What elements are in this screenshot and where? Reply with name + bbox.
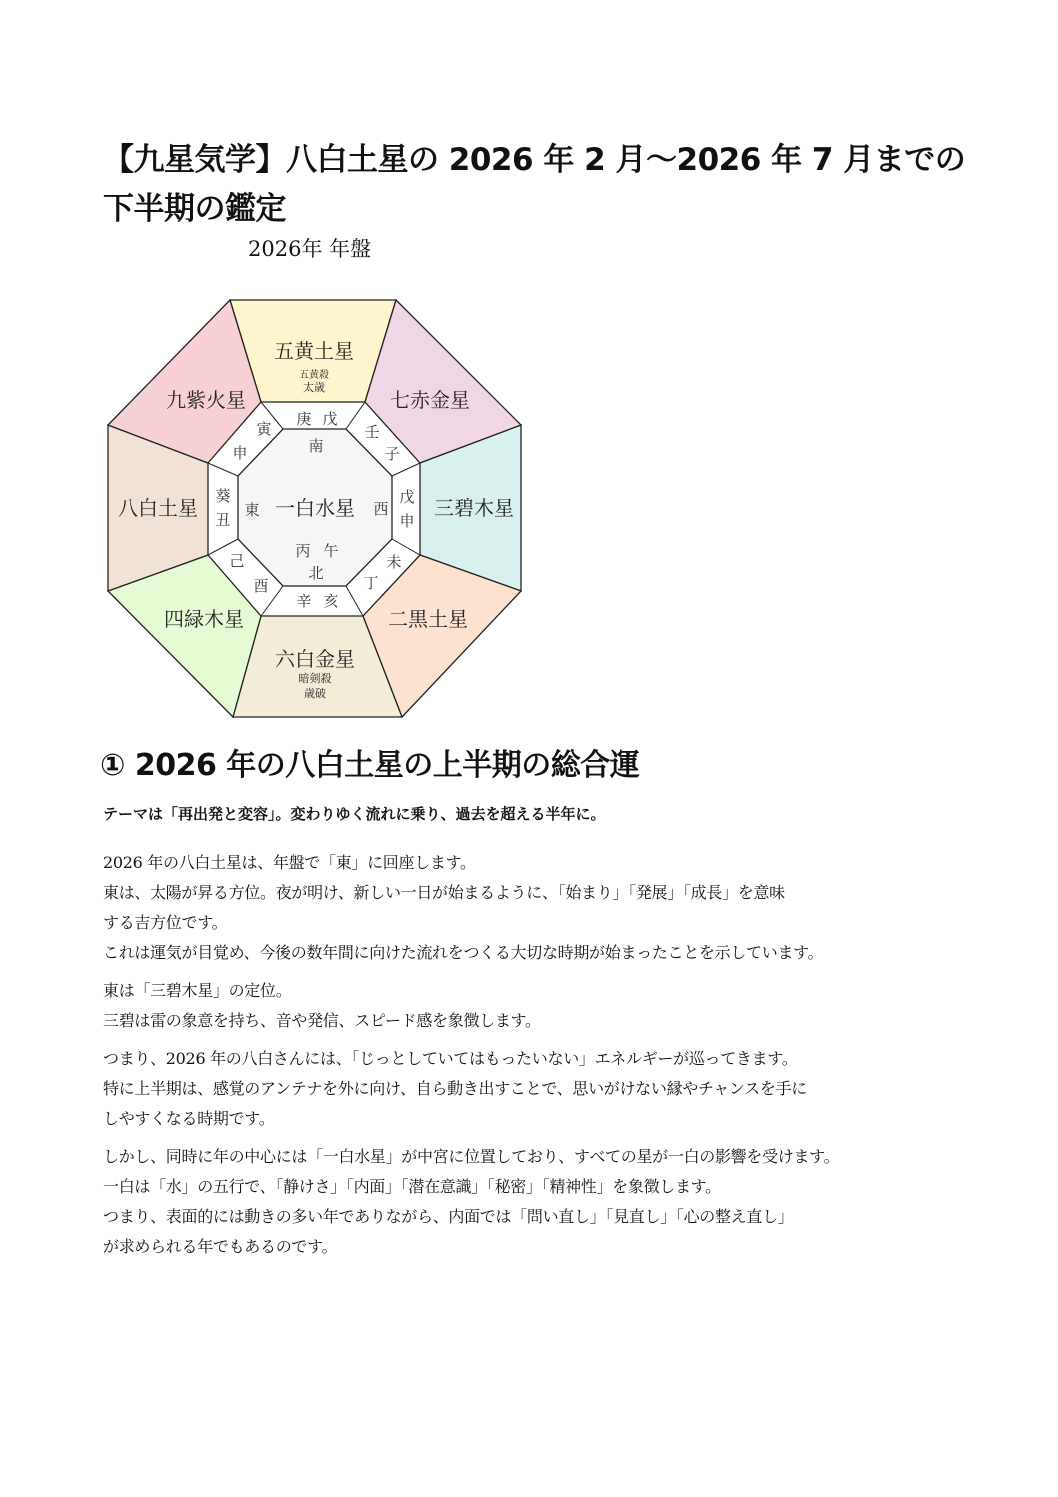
- star-southeast: 九紫火星: [166, 388, 246, 412]
- star-north: 六白金星: [275, 647, 355, 671]
- paragraph-3: [103, 1044, 983, 1134]
- paragraph-line: 2026 年の八白土星は、年盤で「東」に回座します。: [103, 853, 476, 872]
- paragraph-line: これは運気が目覚め、今後の数年間に向けた流れをつくる大切な時期が始まったことを示しています。: [103, 943, 824, 962]
- year-board-diagram: [100, 296, 525, 721]
- document-title: [103, 136, 983, 234]
- ring-w-1: 戊: [399, 488, 415, 506]
- paragraph-line: する吉方位です。: [103, 913, 228, 932]
- ring-e-center: 東: [244, 501, 260, 519]
- ring-w-2: 申: [399, 512, 415, 530]
- paragraph-line: つまり、2026 年の八白さんには、「じっとしていてはもったいない」エネルギーが巡ってきます。: [103, 1049, 798, 1068]
- note-north-2: 歳破: [304, 687, 326, 700]
- paragraph-line: 三碧は雷の象意を持ち、音や発信、スピード感を象徴します。: [103, 1011, 541, 1030]
- body-text: [103, 848, 983, 1270]
- note-south-1: 五黄殺: [299, 370, 329, 381]
- title-line-1: 【九星気学】八白土星の 2026 年 2 月～2026 年 7 月までの: [103, 142, 966, 178]
- ring-sw-2: 子: [384, 445, 400, 463]
- star-southwest: 七赤金星: [390, 388, 470, 412]
- section-heading: ① 2026 年の八白土星の上半期の総合運: [100, 748, 640, 783]
- paragraph-line: しかし、同時に年の中心には「一白水星」が中宮に位置しており、すべての星が一白の影響を受けます。: [103, 1147, 840, 1166]
- ring-s-center: 南: [308, 437, 324, 455]
- paragraph-line: 東は「三碧木星」の定位。: [103, 981, 292, 1000]
- title-line-2: 下半期の鑑定: [103, 191, 286, 227]
- note-north-1: 暗剣殺: [298, 672, 332, 685]
- ring-n-left: 辛: [296, 592, 312, 610]
- ring-ne-2: 酉: [253, 577, 269, 595]
- ring-sw-1: 壬: [364, 423, 380, 441]
- ring-nw-2: 丁: [363, 574, 379, 592]
- ring-n-center: 北: [308, 564, 324, 582]
- paragraph-line: 東は、太陽が昇る方位。夜が明け、新しい一日が始まるように、「始まり」「発展」「成長」を意味: [103, 883, 785, 902]
- paragraph-line: が求められる年でもあるのです。: [103, 1237, 338, 1256]
- star-northeast: 四緑木星: [164, 607, 244, 631]
- paragraph-4: [103, 1142, 983, 1262]
- section-subtitle: テーマは「再出発と変容」。変わりゆく流れに乗り、過去を超える半年に。: [103, 805, 606, 823]
- paragraph-line: 特に上半期は、感覚のアンテナを外に向け、自ら動き出すことで、思いがけない縁やチャンスを手に: [103, 1079, 807, 1098]
- paragraph-2: [103, 976, 983, 1036]
- paragraph-line: しやすくなる時期です。: [103, 1109, 275, 1128]
- star-east: 八白土星: [118, 496, 198, 520]
- ring-n-upper-2: 午: [323, 542, 339, 560]
- ring-n-right: 亥: [323, 592, 339, 610]
- star-south: 五黄土星: [274, 339, 354, 363]
- ring-e-1: 葵: [215, 487, 231, 505]
- ring-s-left: 庚: [296, 410, 312, 428]
- ring-e-2: 丑: [215, 511, 231, 529]
- ring-ne-1: 己: [229, 552, 245, 570]
- ring-s-right: 戊: [322, 410, 338, 428]
- ring-se-1: 寅: [256, 420, 272, 438]
- ring-w-center: 西: [373, 500, 389, 518]
- star-west: 三碧木星: [434, 496, 514, 520]
- chart-caption: 2026年 年盤: [248, 237, 372, 261]
- center-star: 一白水星: [275, 496, 355, 520]
- star-northwest: 二黒土星: [388, 607, 468, 631]
- note-south-2: 太歳: [303, 381, 325, 394]
- ring-n-upper-1: 丙: [295, 542, 311, 560]
- paragraph-line: つまり、表面的には動きの多い年でありながら、内面では「問い直し」「見直し」「心の整え直し」: [103, 1207, 794, 1226]
- ring-se-2: 申: [232, 444, 248, 462]
- paragraph-1: [103, 848, 983, 968]
- paragraph-line: 一白は「水」の五行で、「静けさ」「内面」「潜在意識」「秘密」「精神性」を象徴します。: [103, 1177, 721, 1196]
- ring-nw-1: 未: [386, 553, 402, 571]
